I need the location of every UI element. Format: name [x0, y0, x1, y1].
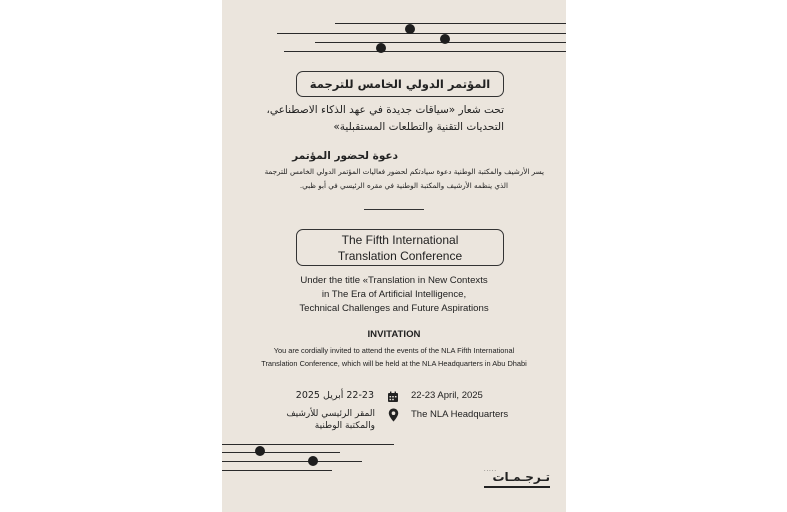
english-body-2: Translation Conference, which will be held at the NLA Headquarters in Abu Dhabi	[261, 359, 527, 368]
calendar-icon	[387, 388, 399, 407]
invitation-card	[222, 0, 566, 512]
english-venue: The NLA Headquarters	[411, 409, 509, 420]
logo-text: تـرجـمـات	[492, 470, 550, 484]
english-tagline-2: in The Era of Artificial Intelligence,	[321, 289, 467, 300]
arabic-venue-1: المقر الرئيسي للأرشيف	[286, 409, 375, 419]
arabic-venue-2: والمكتبة الوطنية	[314, 421, 375, 431]
arabic-body-1: يسر الأرشيف والمكتبة الوطنية دعوة سيادتكم لحضور فعاليات المؤتمر الدولي الخامس للترجمة	[264, 167, 544, 176]
english-invitation-heading: INVITATION	[367, 329, 421, 340]
arabic-body-2: الذي ينظمه الأرشيف والمكتبة الوطنية في مقره الرئيسي في أبو ظبي.	[299, 181, 508, 190]
arabic-invitation-heading: دعوة لحضور المؤتمر	[292, 150, 398, 162]
english-title-line-1: The Fifth International	[341, 232, 459, 247]
english-tagline-1: Under the title «Translation in New Contexts	[300, 275, 488, 286]
english-title-line-2: Translation Conference	[337, 248, 463, 263]
arabic-tagline-1: تحت شعار «سياقات جديدة في عهد الذكاء الاصطناعي،	[266, 104, 504, 116]
english-date: 22-23 April, 2025	[411, 390, 483, 401]
english-title-box	[296, 229, 504, 266]
arabic-title: المؤتمر الدولي الخامس للترجمة	[309, 77, 491, 91]
arabic-date: 22-23 أبريل 2025	[295, 390, 374, 401]
arabic-title-box	[296, 71, 504, 97]
section-divider	[364, 209, 424, 210]
english-tagline-3: Technical Challenges and Future Aspirations	[299, 303, 489, 314]
english-body-1: You are cordially invited to attend the events of the NLA Fifth International	[273, 346, 515, 355]
arabic-tagline-2: التحديات التقنية والتطلعات المستقبلية»	[333, 121, 504, 133]
tarjamat-logo: ····· تـرجـمـات	[484, 468, 550, 490]
location-pin-icon	[388, 407, 399, 426]
